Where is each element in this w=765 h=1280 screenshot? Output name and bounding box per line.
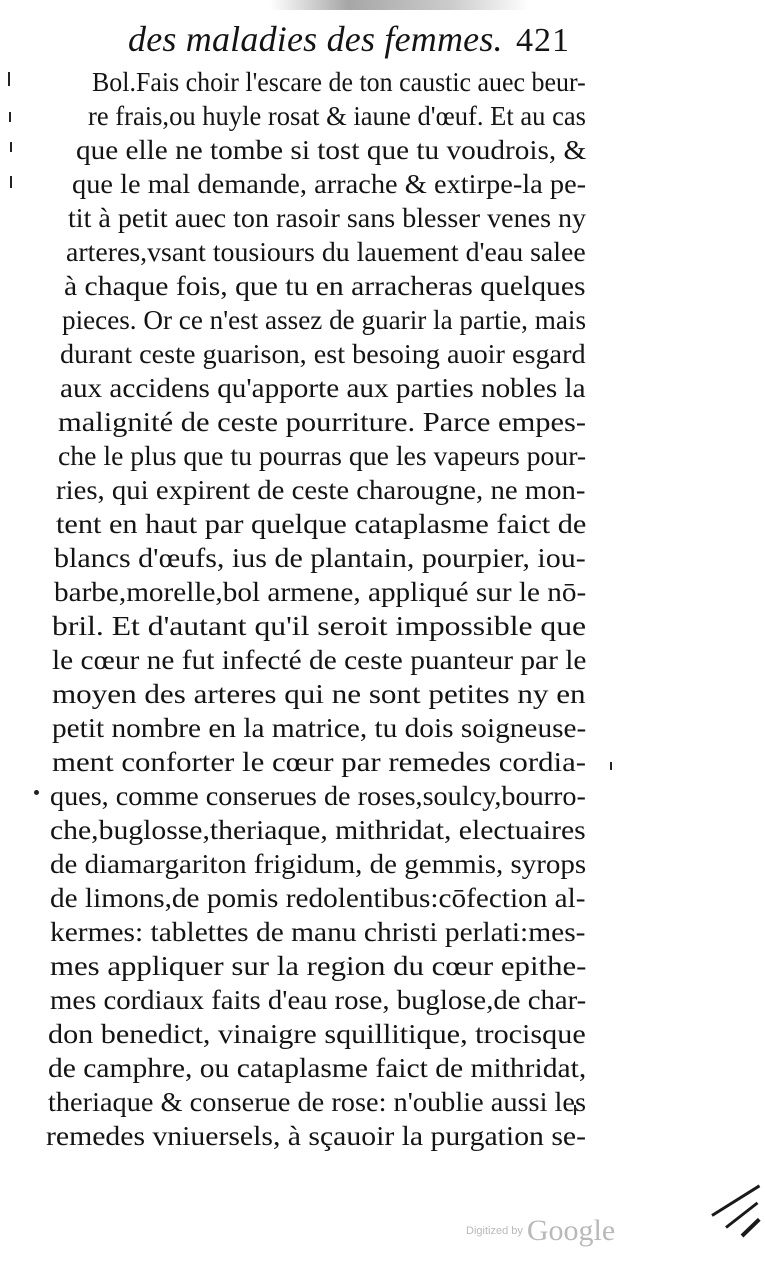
text-line: aux accidens qu'apporte aux parties nobles la (60, 373, 586, 403)
page-corner-mark (711, 1185, 760, 1217)
text-line: tent en haut par quelque cataplasme faict de (56, 509, 587, 539)
margin-mark (610, 762, 612, 770)
text-line: pieces. Or ce n'est assez de guarir la partie, mais (62, 305, 587, 335)
text-line: durant ceste guarison, est besoing auoir esgard (60, 339, 586, 369)
text-line: mes cordiaux faits d'eau rose, buglose,de char- (50, 985, 587, 1015)
text-line: de limons,de pomis redolentibus:cōfection al- (50, 883, 586, 913)
text-line: re frais,ou huyle rosat & iaune d'œuf. Et au cas (88, 101, 586, 131)
text-line: le cœur ne fut infecté de ceste puanteur par le (52, 645, 587, 675)
text-line: don benedict, vinaigre squillitique, trocisque (48, 1019, 586, 1049)
margin-mark (34, 790, 39, 795)
text-line: moyen des arteres qui ne sont petites ny en (52, 679, 586, 709)
text-line: ques, comme conserues de roses,soulcy,bourro- (50, 781, 586, 811)
digitized-watermark (466, 1214, 615, 1248)
margin-mark (10, 142, 12, 152)
text-line: de camphre, ou cataplasme faict de mithridat, (48, 1053, 587, 1083)
text-line: blancs d'œufs, ius de plantain, pourpier, iou- (54, 543, 586, 573)
margin-mark (9, 112, 11, 122)
watermark-logo-text: Google (526, 1214, 616, 1247)
margin-mark (10, 176, 12, 188)
text-line: petit nombre en la matrice, tu dois soigneuse- (52, 713, 587, 743)
text-line: à chaque fois, que tu en arracheras quelques (64, 271, 586, 301)
text-line: bril. Et d'autant qu'il seroit impossible que (52, 611, 587, 641)
running-head: des maladies des femmes. (128, 19, 503, 59)
text-line: arteres,vsant tousiours du lauement d'eau salee (66, 237, 586, 267)
page-number: 421 (516, 22, 570, 59)
text-line: che,buglosse,theriaque, mithridat, electuaires (50, 815, 586, 845)
top-edge-smudge (270, 0, 530, 10)
text-line: mes appliquer sur la region du cœur epithe- (50, 951, 587, 981)
text-line: theriaque & conserue de rose: n'oublie aussi les (48, 1087, 587, 1117)
text-line: barbe,morelle,bol armene, appliqué sur le nō- (54, 577, 587, 607)
watermark-small-text: Digitized by (466, 1225, 523, 1237)
text-line: che le plus que tu pourras que les vapeurs pour- (58, 441, 587, 471)
text-line: ment conforter le cœur par remedes cordia- (52, 747, 587, 777)
text-line: que le mal demande, arrache & extirpe-la pe- (72, 169, 587, 199)
page-corner-mark (741, 1218, 761, 1238)
text-line: Bol.Fais choir l'escare de ton caustic auec beur- (92, 67, 586, 97)
text-line: ries, qui expirent de ceste charougne, ne mon- (56, 475, 586, 505)
text-line: remedes vniuersels, à sçauoir la purgation se- (46, 1121, 586, 1151)
text-line: malignité de ceste pourriture. Parce empes- (58, 407, 587, 437)
text-line: kermes: tablettes de manu christi perlati:mes- (50, 917, 586, 947)
margin-mark (8, 72, 10, 86)
text-line: de diamargariton frigidum, de gemmis, syrops (50, 849, 587, 879)
text-line: que elle ne tombe si tost que tu voudrois, & (76, 135, 587, 165)
text-line: tit à petit auec ton rasoir sans blesser venes ny (68, 203, 587, 233)
